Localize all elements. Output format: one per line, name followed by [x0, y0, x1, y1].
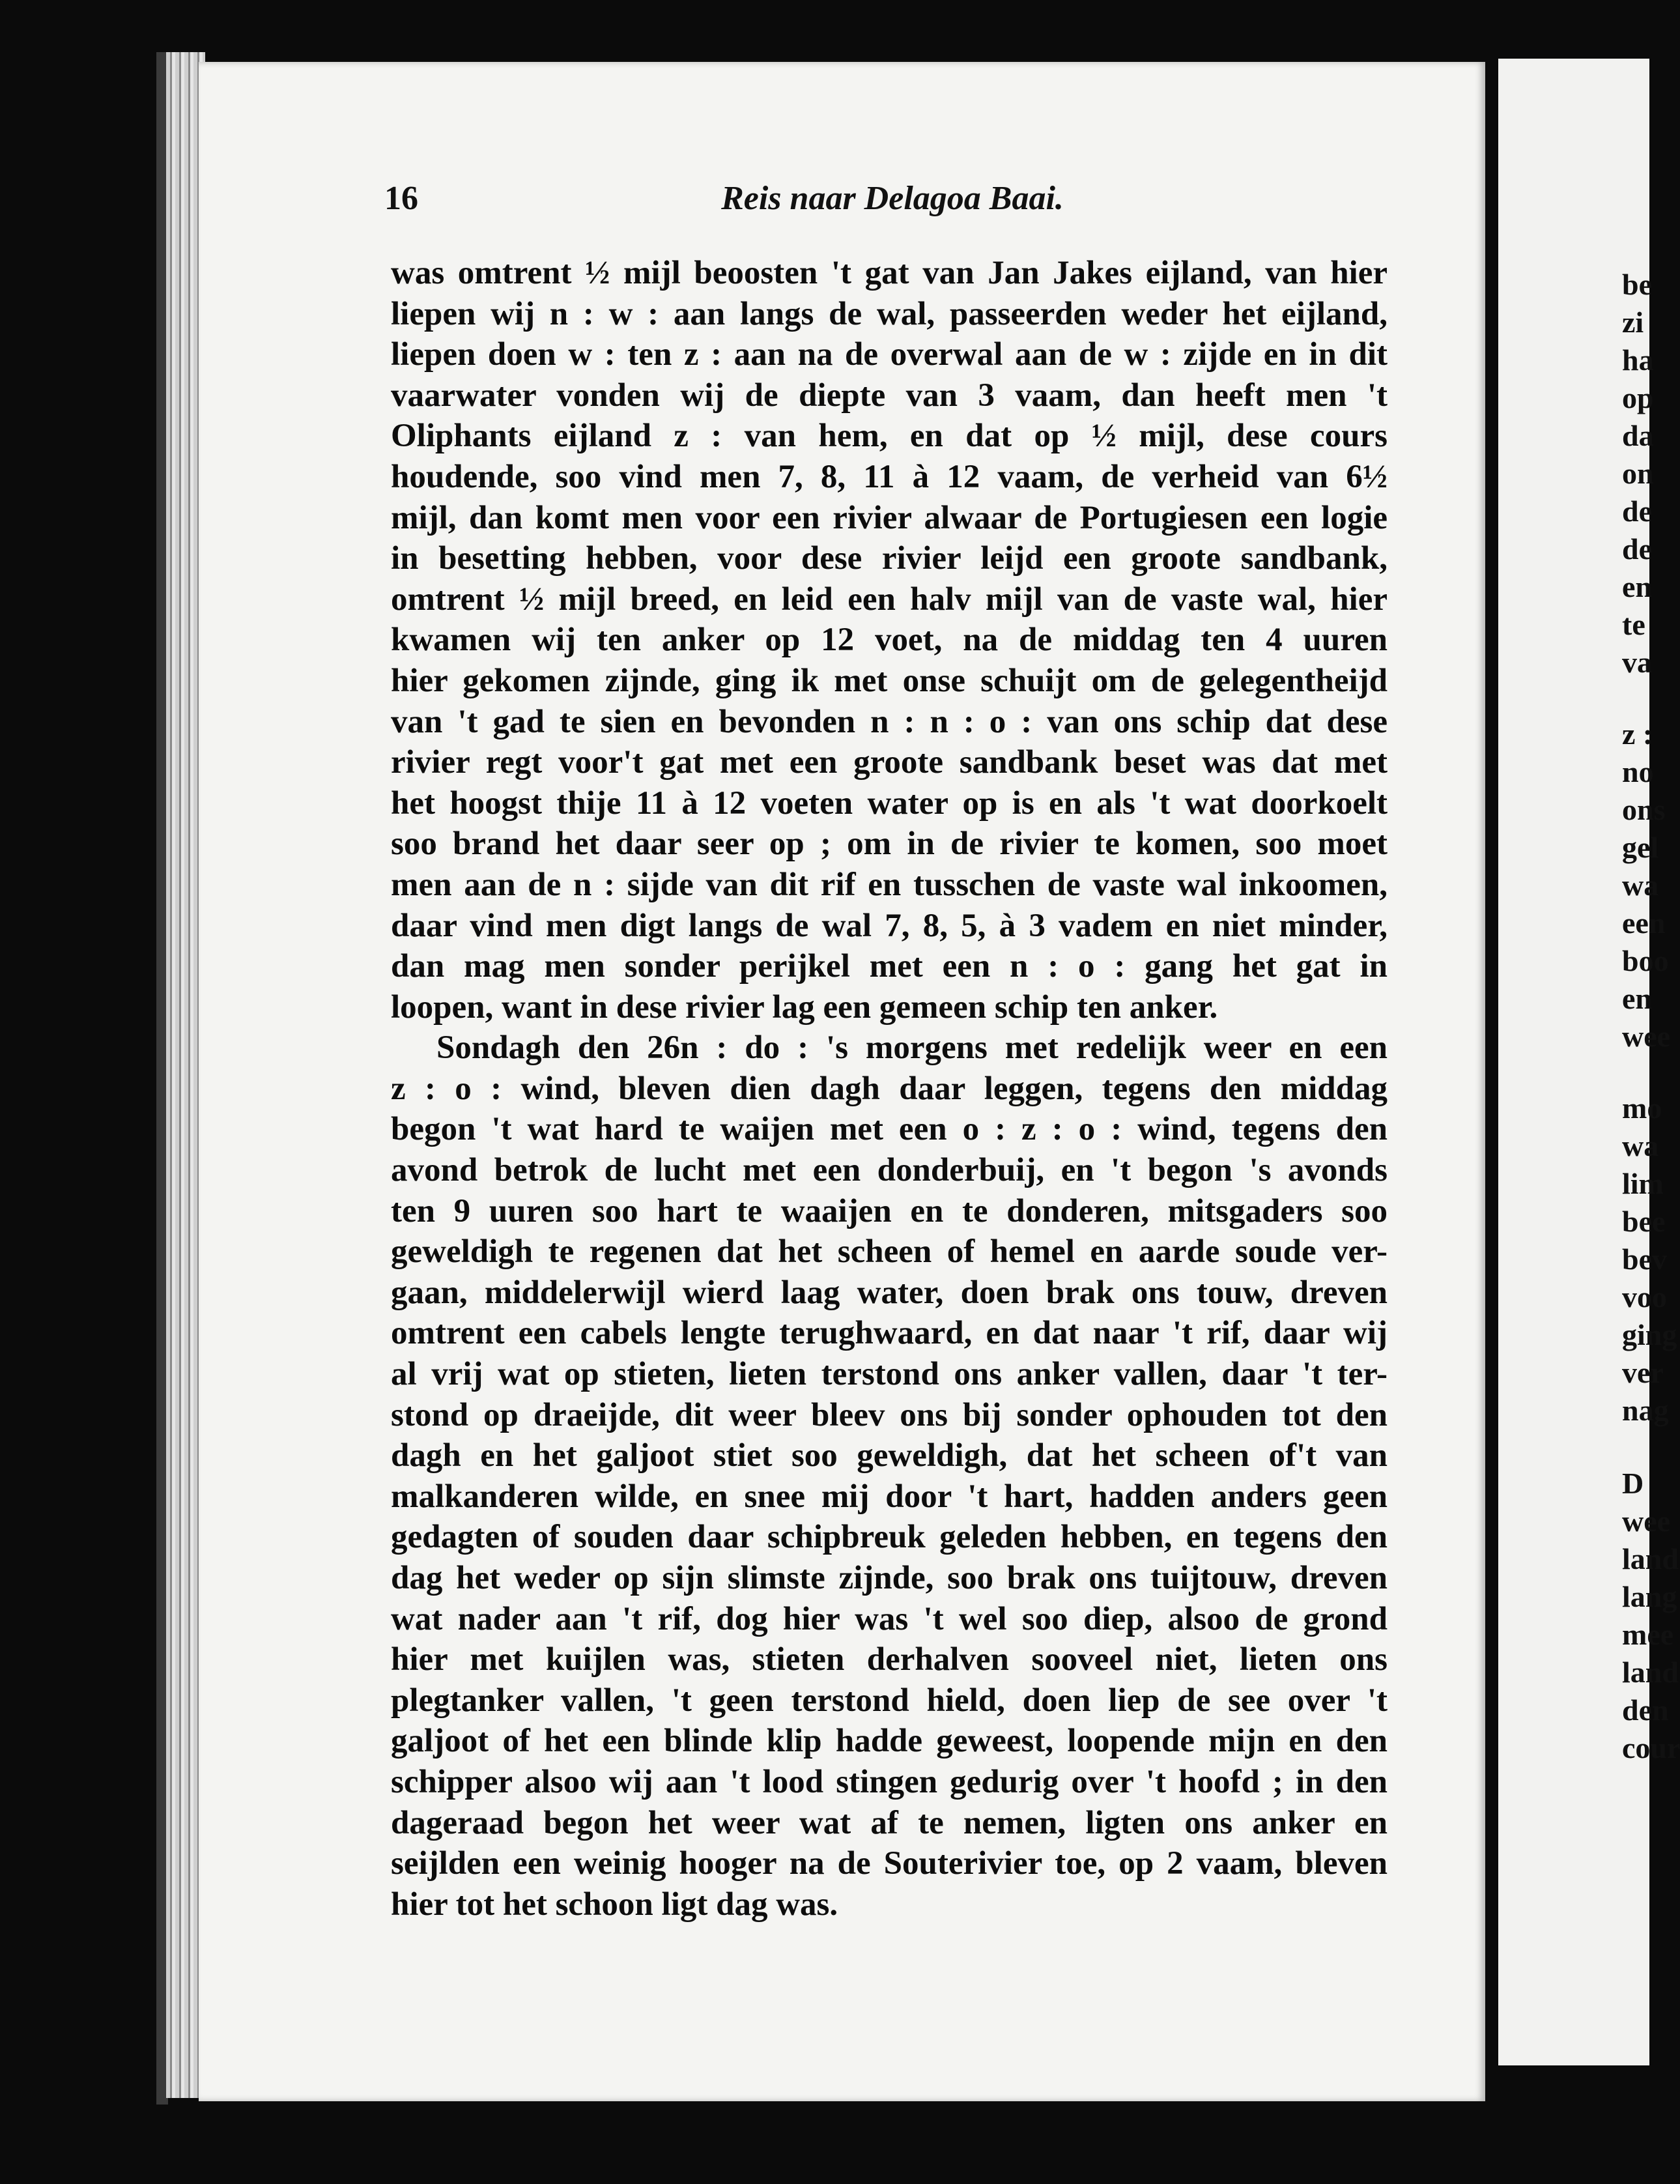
edge-text-fragment: wa	[1622, 1129, 1659, 1162]
edge-text-fragment: ons	[1622, 793, 1666, 826]
text-line: gaan, middelerwijl wierd laag water, doen brak ons touw, dreven	[391, 1274, 1388, 1311]
edge-text-fragment: voo	[1622, 1280, 1667, 1314]
edge-text-fragment: land	[1622, 1656, 1679, 1689]
text-line: avond betrok de lucht met een donderbuij, en 't begon 's avonds	[391, 1152, 1388, 1189]
edge-text-fragment: cour	[1622, 1731, 1680, 1764]
text-line: liepen wij n : w : aan langs de wal, passeerden weder het eijland,	[391, 295, 1388, 332]
edge-text-fragment: bev	[1622, 1243, 1667, 1276]
edge-text-fragment: z :	[1622, 717, 1653, 751]
text-line: van 't gad te sien en bevonden n : n : o : van ons schip dat dese	[391, 703, 1388, 740]
text-line: dag het weder op sijn slimste zijnde, soo brak ons tuijtouw, dreven	[391, 1560, 1388, 1596]
edge-text-fragment: gel	[1622, 831, 1659, 864]
text-line: loopen, want in dese rivier lag een gemeen schip ten anker.	[391, 988, 1218, 1026]
text-line: al vrij wat op stieten, lieten terstond ons anker vallen, daar 't ter-	[391, 1356, 1388, 1393]
edge-text-fragment: ver	[1622, 1356, 1664, 1389]
edge-text-fragment: en	[1622, 570, 1652, 603]
edge-text-fragment: bee	[1622, 1205, 1666, 1238]
edge-text-fragment: D	[1622, 1467, 1644, 1500]
edge-text-fragment: land	[1622, 1542, 1679, 1575]
text-line: dageraad begon het weer wat af te nemen, ligten ons anker en	[391, 1804, 1388, 1841]
text-line: plegtanker vallen, 't geen terstond hield, doen liep de see over 't	[391, 1682, 1388, 1719]
edge-text-fragment: va	[1622, 646, 1652, 679]
text-line: ten 9 uuren soo hart te waaijen en te donderen, mitsgaders soo	[391, 1192, 1388, 1229]
text-line: daar vind men digt langs de wal 7, 8, 5, à 3 vadem en niet minder,	[391, 907, 1388, 944]
running-title: Reis naar Delagoa Baai.	[721, 180, 1064, 217]
text-line: was omtrent ½ mijl beoosten 't gat van Jan Jakes eijland, van hier	[391, 255, 1388, 291]
page-header	[384, 179, 1401, 231]
text-line: rivier regt voor't gat met een groote sandbank beset was dat met	[391, 744, 1388, 781]
edge-text-fragment: wee	[1622, 1504, 1671, 1538]
edge-text-fragment: lim	[1622, 1167, 1664, 1200]
edge-text-fragment: wee	[1622, 1020, 1671, 1053]
text-line: in besetting hebben, voor dese rivier leijd een groote sandbank,	[391, 540, 1388, 577]
text-line: omtrent een cabels lengte terughwaard, en dat naar 't rif, daar wij	[391, 1315, 1388, 1352]
edge-text-fragment: op	[1622, 381, 1654, 414]
edge-text-fragment: mo	[1622, 1091, 1662, 1125]
edge-text-fragment: ha	[1622, 343, 1654, 377]
text-line: stond op draeijde, dit weer bleev ons bij sonder ophouden tot den	[391, 1396, 1388, 1433]
text-line: het hoogst thije 11 à 12 voeten water op is en als 't wat doorkoelt	[391, 784, 1388, 822]
text-line: geweldigh te regenen dat het scheen of hemel en aarde soude ver-	[391, 1233, 1388, 1271]
text-line: hier gekomen zijnde, ging ik met onse schuijt om de gelegentheijd	[391, 662, 1388, 699]
text-line: Oliphants eijland z : van hem, en dat op ½ mijl, dese cours	[391, 418, 1388, 455]
text-line: houdende, soo vind men 7, 8, 11 à 12 vaam, de verheid van 6½	[391, 458, 1388, 495]
text-line: omtrent ½ mijl breed, en leid een halv mijl van de vaste wal, hier	[391, 581, 1388, 618]
page-number: 16	[384, 180, 418, 217]
text-line: dan mag men sonder perijkel met een n : o : gang het gat in	[391, 948, 1388, 985]
edge-text-fragment: no	[1622, 755, 1654, 788]
edge-text-fragment: den	[1622, 1693, 1669, 1727]
text-line: galjoot of het een blinde klip hadde geweest, loopende mijn en den	[391, 1723, 1388, 1760]
edge-text-fragment: te	[1622, 608, 1645, 641]
text-line: vaarwater vonden wij de diepte van 3 vaam, dan heeft men 't	[391, 377, 1388, 414]
edge-text-fragment: zi	[1622, 306, 1644, 339]
body-text	[391, 253, 1388, 1925]
edge-text-fragment: da	[1622, 419, 1654, 452]
text-line: dagh en het galjoot stiet soo geweldigh, dat het scheen of't van	[391, 1437, 1388, 1474]
text-line: gedagten of souden daar schipbreuk geleden hebben, en tegens den	[391, 1519, 1388, 1556]
text-line: malkanderen wilde, en snee mij door 't hart, hadden anders geen	[391, 1478, 1388, 1515]
text-line: wat nader aan 't rif, dog hier was 't wel soo diep, alsoo de grond	[391, 1600, 1388, 1637]
edge-text-fragment: nag	[1622, 1394, 1669, 1427]
text-line: mijl, dan komt men voor een rivier alwaar de Portugiesen een logie	[391, 499, 1388, 536]
text-line: men aan de n : sijde van dit rif en tusschen de vaste wal inkoomen,	[391, 866, 1388, 903]
edge-text-fragment: de	[1622, 532, 1652, 566]
edge-text-fragment: een	[1622, 906, 1666, 940]
edge-text-fragment: lang	[1622, 1580, 1677, 1613]
edge-text-fragment: mee	[1622, 1618, 1674, 1651]
text-line: Sondagh den 26n : do : 's morgens met redelijk weer en een	[436, 1029, 1388, 1067]
text-line: hier tot het schoon ligt dag was.	[391, 1886, 838, 1923]
text-line: z : o : wind, bleven dien dagh daar leggen, tegens den middag	[391, 1070, 1388, 1107]
text-line: schipper alsoo wij aan 't lood stingen gedurig over 't hoofd ; in den	[391, 1763, 1388, 1800]
edge-text-fragment: wa	[1622, 869, 1659, 902]
text-line: begon 't wat hard te waijen met een o : z : o : wind, tegens den	[391, 1111, 1388, 1148]
edge-text-fragment: ging	[1622, 1318, 1677, 1351]
edge-text-fragment: on	[1622, 457, 1654, 490]
paragraph-2	[391, 1027, 1388, 1925]
paragraph-1	[391, 253, 1388, 1027]
edge-text-fragment: de	[1622, 495, 1652, 528]
edge-text-fragment: en	[1622, 982, 1652, 1015]
text-line: liepen doen w : ten z : aan na de overwal aan de w : zijde en in dit	[391, 336, 1388, 373]
text-line: soo brand het daar seer op ; om in de rivier te komen, soo moet	[391, 826, 1388, 863]
text-line: hier met kuijlen was, stieten derhalven sooveel niet, lieten ons	[391, 1641, 1388, 1678]
text-line: kwamen wij ten anker op 12 voet, na de middag ten 4 uuren	[391, 622, 1388, 659]
edge-text-fragment: boo	[1622, 944, 1669, 977]
edge-text-fragment: be	[1622, 268, 1652, 301]
text-line: seijlden een weinig hooger na de Souterivier toe, op 2 vaam, bleven	[391, 1845, 1388, 1882]
